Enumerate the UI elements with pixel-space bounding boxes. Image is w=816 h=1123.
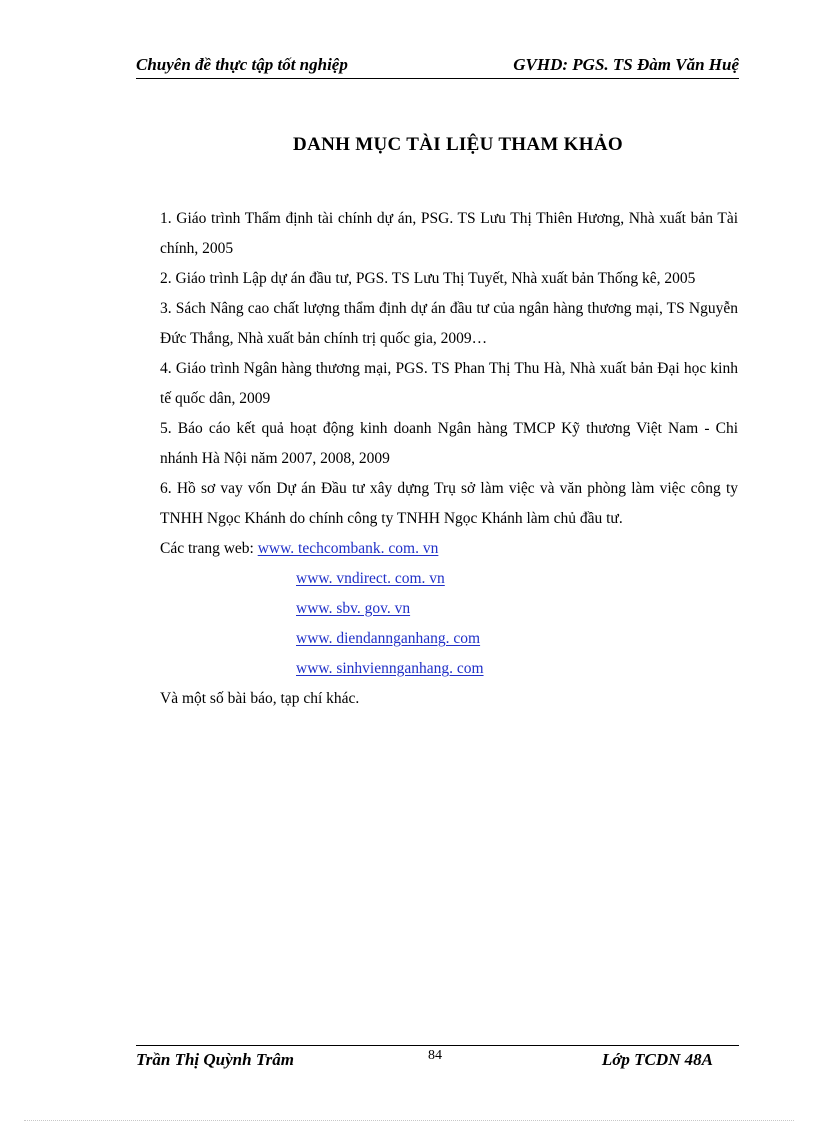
website-link-vndirect[interactable]: www. vndirect. com. vn — [296, 570, 445, 587]
website-link-sbv[interactable]: www. sbv. gov. vn — [296, 600, 411, 617]
header-report-title: Chuyên đề thực tập tốt nghiệp — [136, 55, 348, 74]
header-supervisor: GVHD: PGS. TS Đàm Văn Huệ — [513, 55, 739, 74]
websites-row — [160, 534, 738, 564]
page-footer — [136, 1045, 739, 1074]
reference-item-1: 1. Giáo trình Thẩm định tài chính dự án, PSG. TS Lưu Thị Thiên Hương, Nhà xuất bản Tài chính, 2005 — [160, 210, 738, 257]
website-link-diendannganhang[interactable]: www. diendannganhang. com — [296, 630, 481, 647]
reference-item-2: 2. Giáo trình Lập dự án đầu tư, PGS. TS Lưu Thị Tuyết, Nhà xuất bản Thống kê, 2005 — [160, 270, 696, 287]
website-row-2 — [160, 564, 738, 594]
website-row-4 — [160, 624, 738, 654]
website-row-5 — [160, 654, 738, 684]
website-link-techcombank[interactable]: www. techcombank. com. vn — [257, 540, 439, 557]
websites-label: Các trang web: — [160, 540, 254, 557]
website-link-sinhviennganhang[interactable]: www. sinhviennganhang. com — [296, 660, 484, 677]
page-number: 84 — [428, 1048, 442, 1063]
website-row-3 — [160, 594, 738, 624]
reference-item-5: 5. Báo cáo kết quả hoạt động kinh doanh Ngân hàng TMCP Kỹ thương Việt Nam - Chi nhánh Hà Nội năm 2007, 2008, 2009 — [160, 420, 738, 467]
footer-author: Trần Thị Quỳnh Trâm — [136, 1050, 294, 1069]
page-bottom-divider — [24, 1120, 794, 1121]
footer-class: Lớp TCDN 48A — [601, 1050, 713, 1069]
reference-item-3: 3. Sách Nâng cao chất lượng thẩm định dự án đầu tư của ngân hàng thương mại, TS Nguyễn Đức Thắng, Nhà xuất bản chính trị quốc gia, 2009… — [160, 300, 738, 347]
page-header — [136, 52, 739, 79]
reference-list — [160, 204, 738, 714]
reference-item-6: 6. Hồ sơ vay vốn Dự án Đầu tư xây dựng Trụ sở làm việc và văn phòng làm việc công ty TNHH Ngọc Khánh do chính công ty TNHH Ngọc Khánh làm chủ đầu tư. — [160, 480, 738, 527]
closing-note: Và một số bài báo, tạp chí khác. — [160, 690, 360, 707]
page-title: DANH MỤC TÀI LIỆU THAM KHẢO — [293, 134, 623, 155]
reference-item-4: 4. Giáo trình Ngân hàng thương mại, PGS. TS Phan Thị Thu Hà, Nhà xuất bản Đại học kinh tế quốc dân, 2009 — [160, 360, 738, 407]
